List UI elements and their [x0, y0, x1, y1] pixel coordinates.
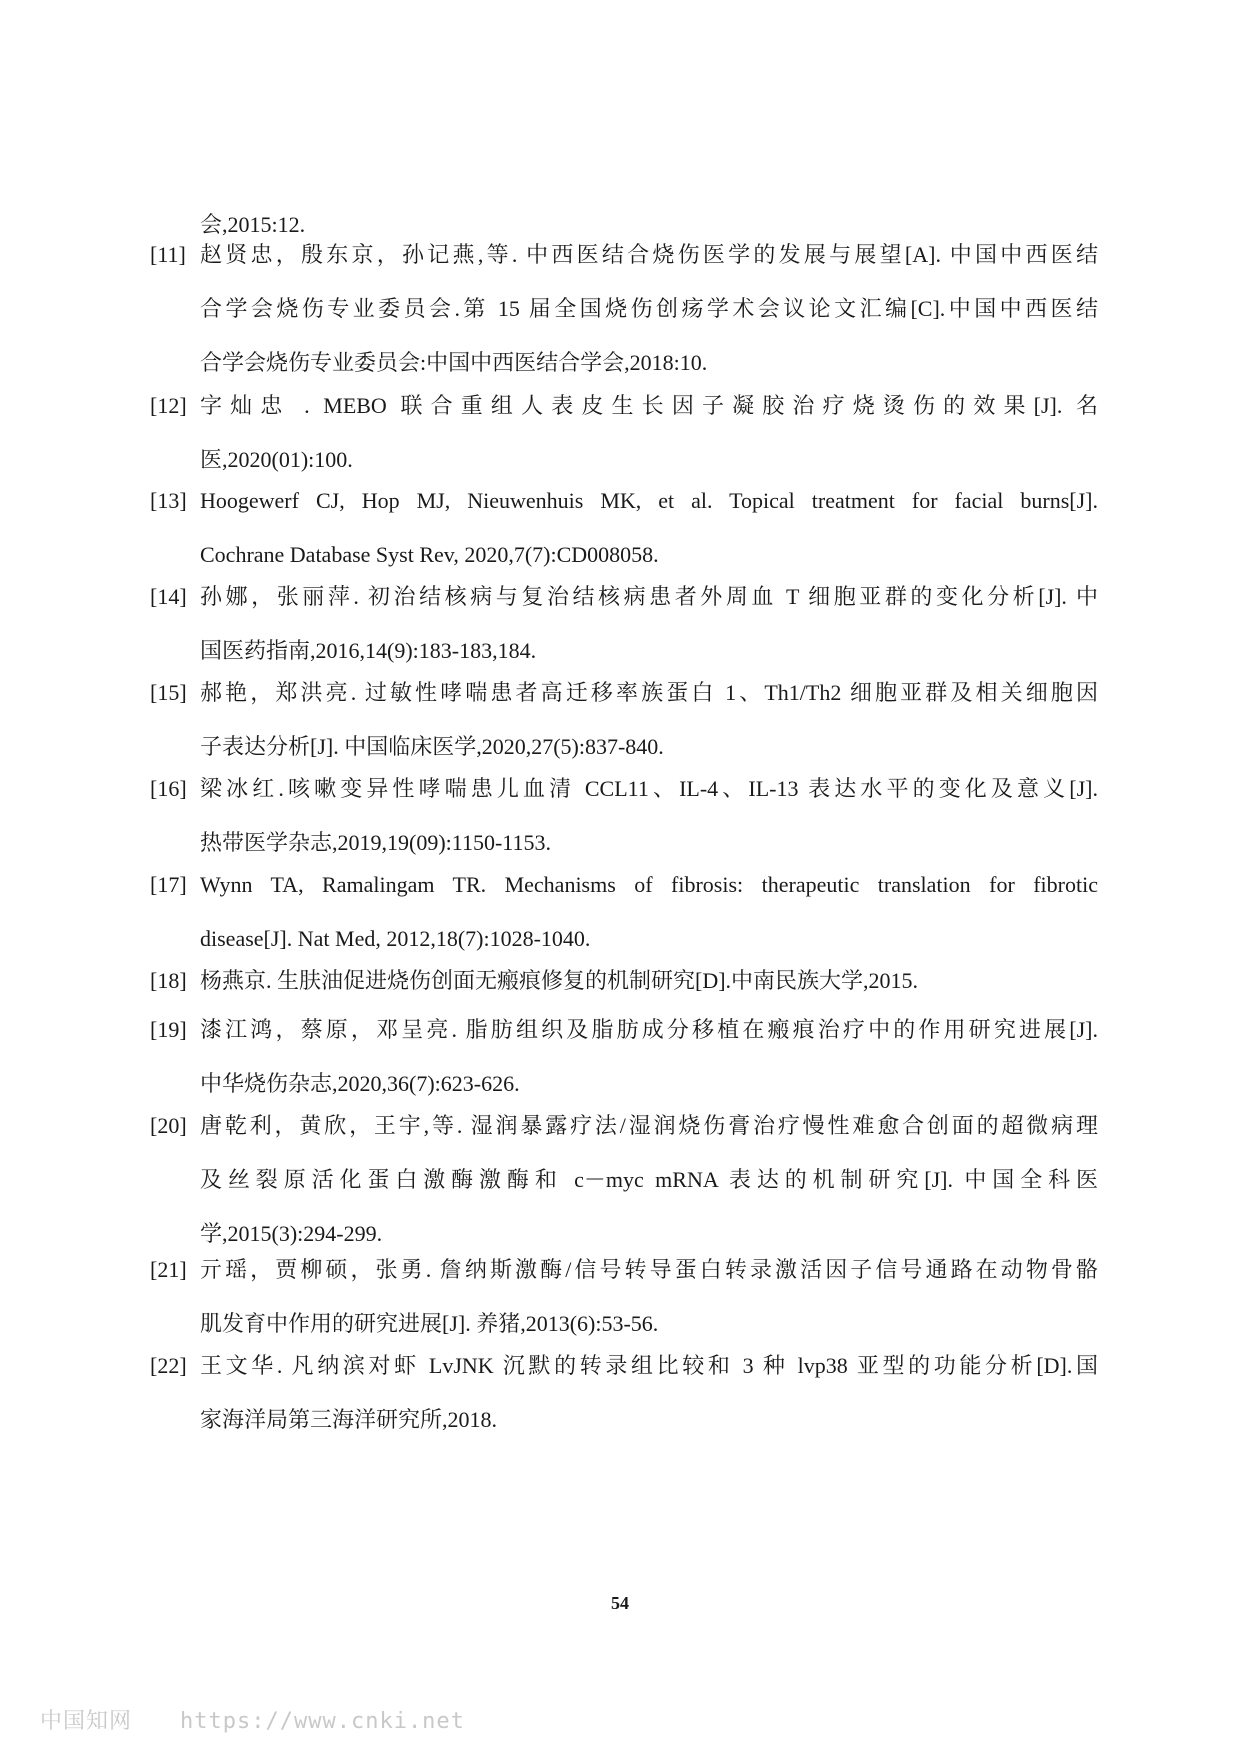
reference-text-line: 热带医学杂志,2019,19(09):1150-1153.: [200, 830, 551, 855]
reference-number: [16]: [150, 776, 187, 801]
reference-text-line: 合学会烧伤专业委员会.第 15 届全国烧伤创疡学术会议论文汇编[C].中国中西医结: [200, 296, 1098, 321]
reference-entry: [150, 1099, 1098, 1261]
reference-entry: [150, 954, 1098, 1008]
page-number: 54: [611, 1593, 629, 1613]
reference-text-line: 赵贤忠，殷东京，孙记燕,等. 中西医结合烧伤医学的发展与展望[A]. 中国中西医结: [200, 242, 1098, 267]
reference-text-line: 家海洋局第三海洋研究所,2018.: [200, 1407, 498, 1432]
reference-number: [19]: [150, 1017, 187, 1042]
reference-number: [15]: [150, 680, 187, 705]
reference-text-line: 唐乾利，黄欣，王宇,等. 湿润暴露疗法/湿润烧伤膏治疗慢性难愈合创面的超微病理: [200, 1113, 1098, 1138]
watermark-url: https://www.cnki.net: [180, 1709, 465, 1734]
reference-text-line: 杨燕京. 生肤油促进烧伤创面无瘢痕修复的机制研究[D].中南民族大学,2015.: [200, 968, 919, 993]
reference-text-line: disease[J]. Nat Med, 2012,18(7):1028-1040.: [200, 926, 591, 951]
reference-text-line: 国医药指南,2016,14(9):183-183,184.: [200, 638, 537, 663]
reference-text-line: 中华烧伤杂志,2020,36(7):623-626.: [200, 1071, 520, 1096]
reference-text-line: 学,2015(3):294-299.: [200, 1221, 383, 1246]
reference-text-line: 医,2020(01):100.: [200, 447, 353, 472]
reference-number: [18]: [150, 968, 187, 993]
reference-text-line: 孙娜，张丽萍. 初治结核病与复治结核病患者外周血 T 细胞亚群的变化分析[J]. 中: [200, 584, 1098, 609]
reference-text-line: Hoogewerf CJ, Hop MJ, Nieuwenhuis MK, et al. Topical treatment for facial burns[J].: [200, 488, 1098, 513]
reference-number: [20]: [150, 1113, 187, 1138]
watermark-logo-text: 中国知网: [40, 1709, 133, 1734]
reference-entry: [150, 1243, 1098, 1351]
reference-number: [12]: [150, 393, 187, 418]
reference-text-line: 王文华. 凡纳滨对虾 LvJNK 沉默的转录组比较和 3 种 lvp38 亚型的功能分析[D].国: [200, 1353, 1098, 1378]
reference-entry: [150, 762, 1098, 870]
reference-entry: [150, 1003, 1098, 1111]
reference-entry: [150, 379, 1098, 487]
reference-entry: [150, 858, 1098, 966]
reference-text-line: 肌发育中作用的研究进展[J]. 养猪,2013(6):53-56.: [200, 1311, 659, 1336]
reference-entry: [150, 1339, 1098, 1447]
reference-number: [21]: [150, 1257, 187, 1282]
reference-entry: [150, 570, 1098, 678]
reference-text-line: 漆江鸿，蔡原，邓呈亮. 脂肪组织及脂肪成分移植在瘢痕治疗中的作用研究进展[J].: [200, 1017, 1098, 1042]
reference-text-line: Cochrane Database Syst Rev, 2020,7(7):CD008058.: [200, 542, 659, 567]
reference-number: [17]: [150, 872, 187, 897]
reference-text-line: 及丝裂原活化蛋白激酶激酶和 c－myc mRNA 表达的机制研究[J]. 中国全科医: [200, 1167, 1098, 1192]
reference-text-line: 梁冰红.咳嗽变异性哮喘患儿血清 CCL11、IL-4、IL-13 表达水平的变化及意义[J].: [200, 776, 1098, 801]
reference-text-line: 亓瑶，贾柳硕，张勇. 詹纳斯激酶/信号转导蛋白转录激活因子信号通路在动物骨骼: [200, 1257, 1098, 1282]
reference-number: [13]: [150, 488, 187, 513]
reference-text-line: 字灿忠 . MEBO 联合重组人表皮生长因子凝胶治疗烧烫伤的效果[J]. 名: [200, 393, 1098, 418]
reference-text-line: Wynn TA, Ramalingam TR. Mechanisms of fibrosis: therapeutic translation for fibrotic: [200, 872, 1098, 897]
cnki-watermark: [40, 1704, 465, 1735]
reference-number: [14]: [150, 584, 187, 609]
reference-entry: [150, 228, 1098, 390]
reference-text-line: 子表达分析[J]. 中国临床医学,2020,27(5):837-840.: [200, 734, 664, 759]
reference-text-line: 合学会烧伤专业委员会:中国中西医结合学会,2018:10.: [200, 350, 708, 375]
reference-entry: [150, 666, 1098, 774]
reference-number: [22]: [150, 1353, 187, 1378]
reference-entry: [150, 474, 1098, 582]
reference-continuation: 会,2015:12.: [200, 212, 306, 237]
reference-number: [11]: [150, 242, 186, 267]
reference-text-line: 郝艳，郑洪亮. 过敏性哮喘患者高迁移率族蛋白 1、Th1/Th2 细胞亚群及相关细胞因: [200, 680, 1098, 705]
